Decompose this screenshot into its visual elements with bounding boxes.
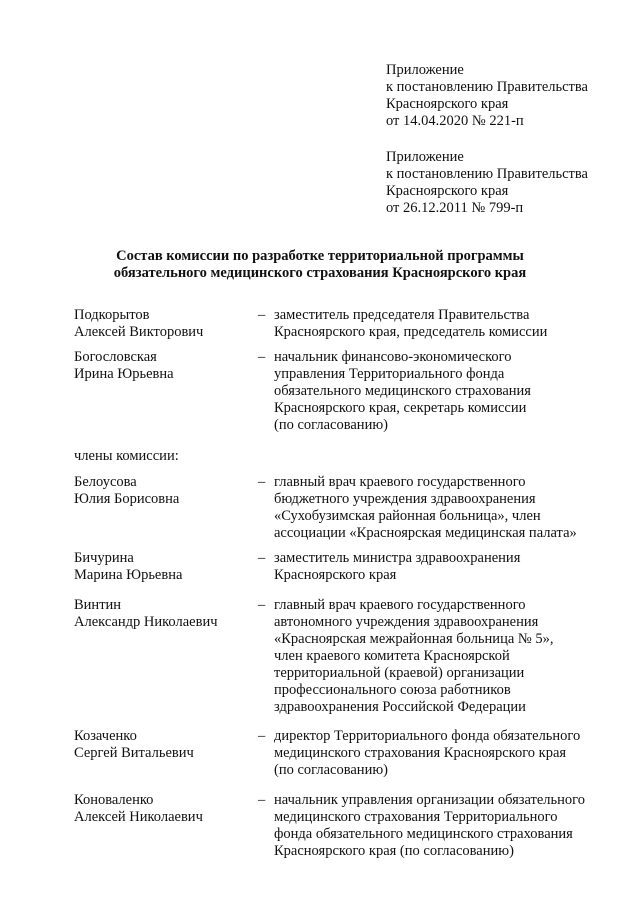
role-line: (по согласованию) (274, 762, 388, 778)
appendix-line: от 26.12.2011 № 799-п (386, 200, 524, 216)
appendix-line: Красноярского края (386, 96, 509, 112)
member-name (74, 307, 254, 341)
member-surname: Винтин (74, 597, 122, 613)
member-name (74, 728, 254, 762)
member-surname: Козаченко (74, 728, 137, 744)
document-title (0, 248, 640, 282)
member-given-names: Алексей Николаевич (74, 809, 203, 825)
role-line: начальник управления организации обязательного (274, 792, 586, 808)
role-line: член краевого комитета Красноярской (274, 648, 510, 664)
role-line: обязательного медицинского страхования (274, 383, 531, 399)
dash: – (258, 728, 266, 744)
member-name (74, 597, 254, 631)
member-given-names: Алексей Викторович (74, 324, 204, 340)
member-given-names: Сергей Витальевич (74, 745, 194, 761)
role-line: главный врач краевого государственного (274, 597, 526, 613)
member-role (274, 550, 619, 584)
appendix-line: к постановлению Правительства (386, 166, 588, 182)
dash: – (258, 307, 266, 323)
member-name (74, 474, 254, 508)
role-line: начальник финансово-экономического (274, 349, 512, 365)
member-surname: Подкорытов (74, 307, 150, 323)
appendix-line: Приложение (386, 149, 464, 165)
role-line: автономного учреждения здравоохранения (274, 614, 539, 630)
role-line: заместитель министра здравоохранения (274, 550, 521, 566)
dash: – (258, 474, 266, 490)
member-name (74, 349, 254, 383)
role-line: Красноярского края (274, 567, 397, 583)
role-line: медицинского страхования Территориального (274, 809, 558, 825)
role-line: Красноярского края, секретарь комиссии (274, 400, 527, 416)
member-given-names: Ирина Юрьевна (74, 366, 174, 382)
role-line: «Сухобузимская районная больница», член (274, 508, 541, 524)
appendix-line: Красноярского края (386, 183, 509, 199)
title-line: Состав комиссии по разработке территориальной программы (116, 248, 524, 264)
role-line: «Красноярская межрайонная больница № 5», (274, 631, 554, 647)
role-line: (по согласованию) (274, 417, 388, 433)
appendix-line: к постановлению Правительства (386, 79, 588, 95)
member-role (274, 597, 619, 716)
member-role (274, 349, 619, 434)
member-role (274, 474, 619, 542)
role-line: территориальной (краевой) организации (274, 665, 525, 681)
member-role (274, 792, 619, 860)
member-surname: Богословская (74, 349, 157, 365)
appendix-original-block (386, 149, 626, 217)
role-line: фонда обязательного медицинского страхования (274, 826, 573, 842)
role-line: управления Территориального фонда (274, 366, 505, 382)
appendix-line: Приложение (386, 62, 464, 78)
appendix-current-block (386, 62, 626, 130)
member-role (274, 728, 619, 779)
role-line: главный врач краевого государственного (274, 474, 526, 490)
member-surname: Коноваленко (74, 792, 154, 808)
member-surname: Бичурина (74, 550, 134, 566)
member-name (74, 792, 254, 826)
role-line: заместитель председателя Правительства (274, 307, 530, 323)
title-line: обязательного медицинского страхования Красноярского края (113, 265, 527, 281)
dash: – (258, 597, 266, 613)
member-given-names: Марина Юрьевна (74, 567, 183, 583)
role-line: здравоохранения Российской Федерации (274, 699, 526, 715)
role-line: ассоциации «Красноярская медицинская палата» (274, 525, 577, 541)
role-line: Красноярского края, председатель комиссии (274, 324, 548, 340)
role-line: Красноярского края (по согласованию) (274, 843, 514, 859)
members-section-label: члены комиссии: (74, 448, 179, 464)
member-surname: Белоусова (74, 474, 137, 490)
role-line: профессионального союза работников (274, 682, 511, 698)
role-line: медицинского страхования Красноярского края (274, 745, 567, 761)
dash: – (258, 349, 266, 365)
role-line: бюджетного учреждения здравоохранения (274, 491, 536, 507)
member-name (74, 550, 254, 584)
role-line: директор Территориального фонда обязательного (274, 728, 581, 744)
appendix-line: от 14.04.2020 № 221-п (386, 113, 524, 129)
member-given-names: Юлия Борисовна (74, 491, 180, 507)
member-given-names: Александр Николаевич (74, 614, 218, 630)
dash: – (258, 550, 266, 566)
dash: – (258, 792, 266, 808)
member-role (274, 307, 619, 341)
